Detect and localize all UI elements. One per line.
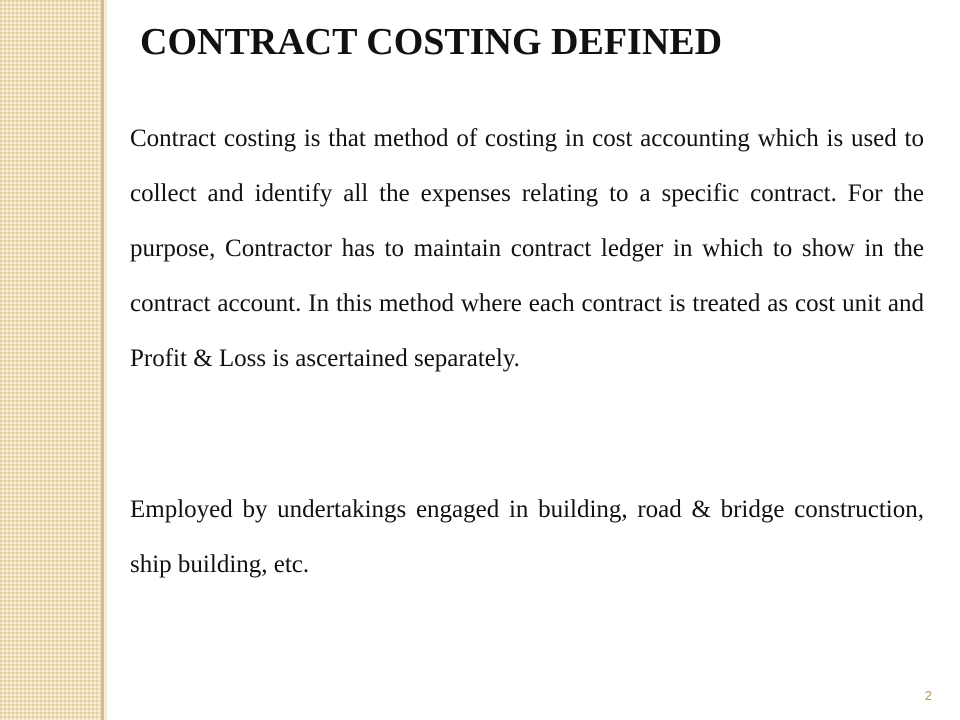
decorative-side-band	[0, 0, 101, 720]
definition-paragraph: Contract costing is that method of costing in cost accounting which is used to collect and identify all the expenses relating to a specific contract. For the purpose, Contractor has to maintain contract ledger in which to show in the contract account. In this method where each contract is treated as cost unit and Profit & Loss is ascertained separately.	[130, 125, 924, 372]
side-band-highlight	[104, 0, 107, 720]
page-number: 2	[924, 688, 932, 703]
slide-title: CONTRACT COSTING DEFINED	[140, 21, 723, 63]
usage-paragraph: Employed by undertakings engaged in building, road & bridge construction, ship building, etc.	[130, 496, 924, 578]
